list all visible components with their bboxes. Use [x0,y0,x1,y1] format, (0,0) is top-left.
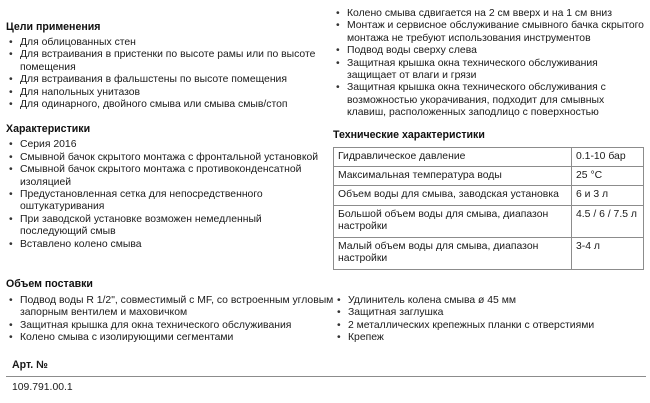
list-item: • Для напольных унитазов [6,87,324,99]
list-item: • Защитная заглушка [334,307,644,319]
list-item: • При заводской установке возможен немедленный последующий смыв [6,214,324,239]
delivery-list-left [6,295,334,345]
table-row [334,237,644,269]
features-list [333,8,645,120]
spec-label: Большой объем воды для смыва, диапазон настройки [334,205,572,237]
table-row [334,205,644,237]
spec-value: 3-4 л [572,237,644,269]
list-item: • Защитная крышка окна технического обслуживания защищает от влаги и грязи [333,58,645,83]
technical-title: Технические характеристики [333,128,485,141]
characteristics-section [6,122,324,251]
list-item: • Вставлено колено смыва [6,239,324,251]
list-item: • Подвод воды сверху слева [333,45,645,57]
article-header: Арт. № [6,356,646,377]
list-item: • Смывной бачок скрытого монтажа с противоконденсатной изоляцией [6,164,324,189]
spec-label: Гидравлическое давление [334,147,572,166]
list-item: • Защитная крышка окна технического обслуживания с возможностью укорачивания, подходит для смывных клавиш, расположенных заподлицо с поверхностью [333,82,645,119]
list-item: • Колено смыва с изолирующими сегментами [6,332,334,344]
technical-section [333,128,645,270]
list-item: • Смывной бачок скрытого монтажа с фронтальной установкой [6,152,324,164]
spec-label: Малый объем воды для смыва, диапазон настройки [334,237,572,269]
article-number: 109.791.00.1 [12,382,73,394]
list-item: • Подвод воды R 1/2", совместимый с MF, со встроенным угловым запорным вентилем и маховичком [6,295,334,320]
list-item: • Монтаж и сервисное обслуживание смывного бачка скрытого монтажа не требуют использования инструментов [333,20,645,45]
left-column [6,8,324,251]
list-item: • Удлинитель колена смыва ø 45 мм [334,295,644,307]
delivery-title: Объем поставки [6,278,93,290]
list-item: • 2 металлических крепежных планки с отверстиями [334,320,644,332]
spec-label: Максимальная температура воды [334,167,572,186]
right-column [333,8,645,270]
table-row [334,167,644,186]
list-item: • Предустановленная сетка для непосредственного оштукатуривания [6,189,324,214]
list-item: • Для встраивания в пристенки по высоте рамы или по высоте помещения [6,49,324,74]
application-title: Цели применения [6,21,101,33]
spec-value: 25 °C [572,167,644,186]
table-row [334,186,644,205]
spec-value: 0.1-10 бар [572,147,644,166]
spec-value: 4.5 / 6 / 7.5 л [572,205,644,237]
list-item: • Для одинарного, двойного смыва или смыва смыв/стоп [6,99,324,111]
delivery-list-right [334,295,644,345]
application-list [6,37,324,111]
technical-table [333,147,644,270]
list-item: • Для облицованных стен [6,37,324,49]
list-item: • Крепеж [334,332,644,344]
article-section [6,356,646,395]
list-item: • Серия 2016 [6,139,324,151]
characteristics-list [6,139,324,251]
application-section [6,20,324,111]
spec-label: Объем воды для смыва, заводская установка [334,186,572,205]
table-row [334,147,644,166]
spec-value: 6 и 3 л [572,186,644,205]
delivery-section [6,277,646,345]
list-item: • Для встраивания в фальшстены по высоте помещения [6,74,324,86]
list-item: • Колено смыва сдвигается на 2 см вверх и на 1 см вниз [333,8,645,20]
characteristics-title: Характеристики [6,123,91,136]
delivery-columns [6,295,646,345]
list-item: • Защитная крышка для окна технического обслуживания [6,320,334,332]
